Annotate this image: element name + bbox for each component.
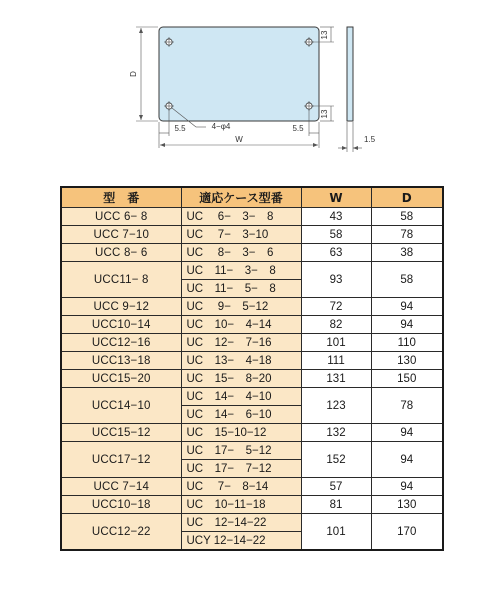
d-cell: 94 — [371, 298, 443, 316]
table-row — [61, 424, 443, 442]
model-cell: UCC17−12 — [61, 442, 181, 478]
table-row — [61, 244, 443, 262]
table-row — [61, 388, 443, 406]
w-cell: 57 — [301, 478, 371, 496]
case-cell: UC 13− 4−18 — [181, 352, 301, 370]
d-cell: 94 — [371, 478, 443, 496]
d-cell: 130 — [371, 496, 443, 514]
table-row — [61, 370, 443, 388]
table-row — [61, 208, 443, 226]
spec-table — [60, 186, 444, 551]
model-cell: UCC12−16 — [61, 334, 181, 352]
case-cell: UC 17− 5−12 — [181, 442, 301, 460]
d-cell: 110 — [371, 334, 443, 352]
table-row — [61, 352, 443, 370]
plate-drawing — [0, 0, 500, 180]
d-cell: 78 — [371, 388, 443, 424]
table-row — [61, 262, 443, 280]
table-row — [61, 226, 443, 244]
d-cell: 94 — [371, 316, 443, 334]
w-cell: 72 — [301, 298, 371, 316]
dim-right-offset: 5.5 — [292, 124, 304, 133]
model-cell: UCC10−14 — [61, 316, 181, 334]
table-row — [61, 298, 443, 316]
dim-bottom-offset: 13 — [320, 109, 329, 119]
model-cell: UCC15−20 — [61, 370, 181, 388]
case-cell: UC 9− 5−12 — [181, 298, 301, 316]
dim-thickness: 1.5 — [364, 135, 376, 144]
model-cell: UCC 7−14 — [61, 478, 181, 496]
case-cell: UC 14− 4−10 — [181, 388, 301, 406]
table-header-row — [61, 187, 443, 208]
case-cell: UC 7− 3−10 — [181, 226, 301, 244]
w-cell: 93 — [301, 262, 371, 298]
header-d: D — [371, 187, 443, 208]
table-body — [61, 208, 443, 551]
dim-w-label: W — [235, 135, 243, 144]
dim-d-label: D — [129, 71, 138, 77]
table-row — [61, 442, 443, 460]
table-row — [61, 316, 443, 334]
w-cell: 101 — [301, 334, 371, 352]
d-cell: 130 — [371, 352, 443, 370]
d-cell: 170 — [371, 514, 443, 551]
table-row — [61, 334, 443, 352]
case-cell: UC 12− 7−16 — [181, 334, 301, 352]
d-cell: 94 — [371, 424, 443, 442]
w-cell: 131 — [301, 370, 371, 388]
model-cell: UCC15−12 — [61, 424, 181, 442]
case-cell: UC 14− 6−10 — [181, 406, 301, 424]
plate-side-view — [347, 27, 353, 121]
model-cell: UCC 9−12 — [61, 298, 181, 316]
case-cell: UC 15−10−12 — [181, 424, 301, 442]
table-row — [61, 496, 443, 514]
case-cell: UC 11− 5− 8 — [181, 280, 301, 298]
w-cell: 81 — [301, 496, 371, 514]
case-cell: UC 8− 3− 6 — [181, 244, 301, 262]
hole-callout: 4−φ4 — [211, 122, 231, 131]
model-cell: UCC 8− 6 — [61, 244, 181, 262]
case-cell: UCY 12−14−22 — [181, 532, 301, 551]
w-cell: 63 — [301, 244, 371, 262]
w-cell: 58 — [301, 226, 371, 244]
case-cell: UC 15− 8−20 — [181, 370, 301, 388]
header-w: W — [301, 187, 371, 208]
d-cell: 150 — [371, 370, 443, 388]
case-cell: UC 17− 7−12 — [181, 460, 301, 478]
model-cell: UCC11− 8 — [61, 262, 181, 298]
model-cell: UCC 6− 8 — [61, 208, 181, 226]
table-row — [61, 478, 443, 496]
model-cell: UCC10−18 — [61, 496, 181, 514]
case-cell: UC 6− 3− 8 — [181, 208, 301, 226]
d-cell: 78 — [371, 226, 443, 244]
case-cell: UC 10− 4−14 — [181, 316, 301, 334]
w-cell: 111 — [301, 352, 371, 370]
d-cell: 38 — [371, 244, 443, 262]
w-cell: 82 — [301, 316, 371, 334]
model-cell: UCC14−10 — [61, 388, 181, 424]
w-cell: 43 — [301, 208, 371, 226]
d-cell: 58 — [371, 262, 443, 298]
header-case: 適応ケース型番 — [181, 187, 301, 208]
dim-left-offset: 5.5 — [174, 124, 186, 133]
case-cell: UC 11− 3− 8 — [181, 262, 301, 280]
w-cell: 132 — [301, 424, 371, 442]
header-model: 型 番 — [61, 187, 181, 208]
dim-top-offset: 13 — [320, 30, 329, 40]
plate — [159, 27, 319, 121]
case-cell: UC 7− 8−14 — [181, 478, 301, 496]
w-cell: 123 — [301, 388, 371, 424]
table-row — [61, 514, 443, 532]
model-cell: UCC13−18 — [61, 352, 181, 370]
d-cell: 94 — [371, 442, 443, 478]
model-cell: UCC12−22 — [61, 514, 181, 551]
case-cell: UC 12−14−22 — [181, 514, 301, 532]
w-cell: 101 — [301, 514, 371, 551]
d-cell: 58 — [371, 208, 443, 226]
w-cell: 152 — [301, 442, 371, 478]
case-cell: UC 10−11−18 — [181, 496, 301, 514]
model-cell: UCC 7−10 — [61, 226, 181, 244]
